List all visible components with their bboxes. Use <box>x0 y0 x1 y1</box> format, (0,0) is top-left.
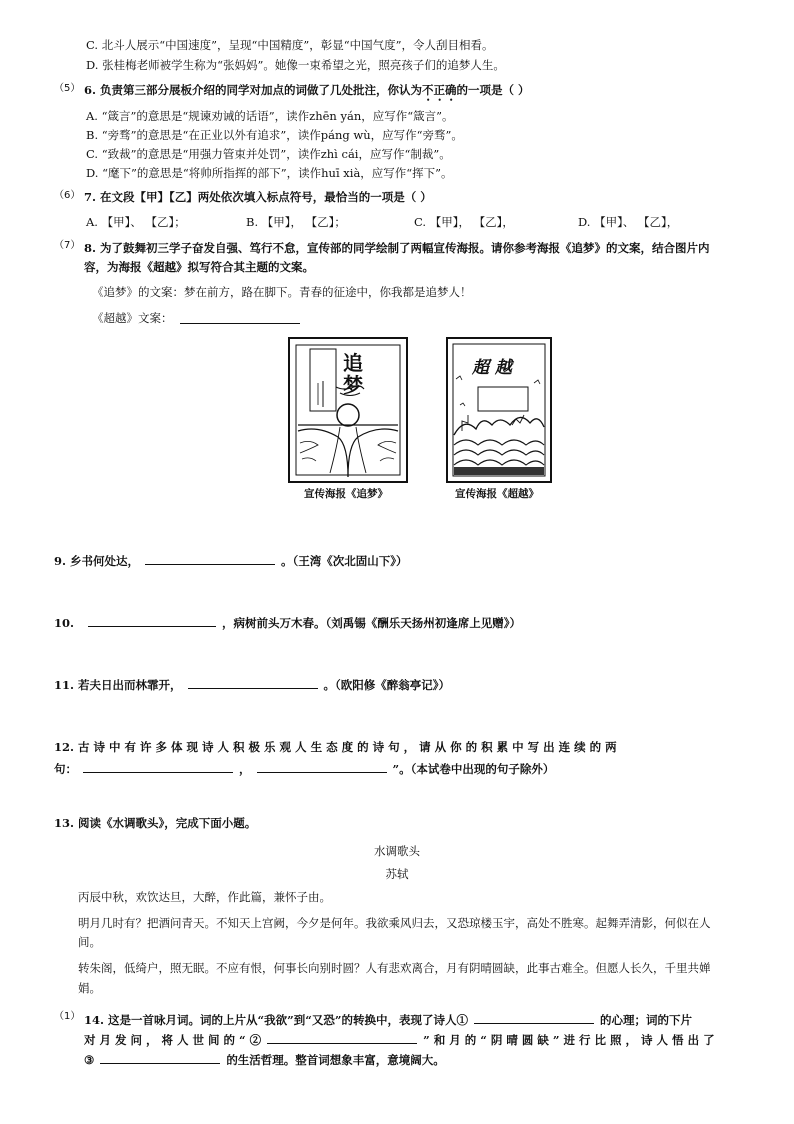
q6-option-b: B. “旁骛”的意思是“在正业以外有追求”，读作páng wù，应写作“旁骛”。 <box>86 128 463 142</box>
sub-question-tag: （1） <box>54 1011 81 1022</box>
q11-blank[interactable] <box>188 676 318 689</box>
q9-line: 9. 乡书何处达， 。（王湾《次北固山下》） <box>54 554 408 568</box>
poem-part1-line2: 间。 <box>78 935 101 949</box>
q6-emphasis: 不正确 <box>422 83 457 97</box>
poster-zhuimeng-title2: 梦 <box>343 373 363 397</box>
poster-zhuimeng <box>288 337 408 483</box>
q7-option-a: A. 【甲】、 【乙】； <box>86 215 186 229</box>
q6-option-a: A. “箴言”的意思是“规谏劝诫的话语”，读作zhēn yán，应写作“箴言”。 <box>86 109 454 123</box>
q7-stem: 7. 在文段【甲】【乙】两处依次填入标点符号，最恰当的一项是（ ） <box>84 190 432 204</box>
q14-line1: 14. 这是一首咏月词。词的上片从“我欲”到“又恐”的转换中，表现了诗人① 的心理；词的下片 <box>84 1013 692 1027</box>
q14-blank-1[interactable] <box>474 1011 594 1024</box>
poem-part2-line2: 娟。 <box>78 981 101 995</box>
q9-blank[interactable] <box>145 552 275 565</box>
q7-option-d: D. 【甲】、 【乙】， <box>578 215 679 229</box>
q12-blank-1[interactable] <box>83 760 233 773</box>
q6-stem: 6. 负责第三部分展板介绍的同学对加点的词做了几处批注，你认为不正确的一项是（ ） <box>84 83 530 97</box>
q11-line: 11. 若夫日出而林霏开， 。（欧阳修《醉翁亭记》） <box>54 678 451 692</box>
q5-option-c: C. 北斗人展示“中国速度”，呈现“中国精度”，彰显“中国气度”，令人刮目相看。 <box>86 38 494 52</box>
q10-blank[interactable] <box>88 614 216 627</box>
poster-chaoyue <box>446 337 552 483</box>
poem-part1-line1: 明月几时有？把酒问青天。不知天上宫阙，今夕是何年。我欲乘风归去，又恐琼楼玉宇，高处不胜寒。起舞弄清影，何似在人 <box>78 916 711 930</box>
poster-zhuimeng-caption: 宣传海报《追梦》 <box>304 488 388 500</box>
q8-reference-copy: 《追梦》的文案：梦在前方，路在脚下。青春的征途中，你我都是追梦人！ <box>92 285 472 299</box>
sub-question-tag: （6） <box>54 190 81 201</box>
q14-blank-3[interactable] <box>100 1051 220 1064</box>
q12-line2: 句： ， ”。（本试卷中出现的句子除外） <box>54 762 555 776</box>
q6-option-c: C. “致裁”的意思是“用强力管束并处罚”，读作zhì cái，应写作“制裁”。 <box>86 147 451 161</box>
q8-stem-line2: 容，为海报《超越》拟写符合其主题的文案。 <box>84 260 314 274</box>
poem-title: 水调歌头 <box>374 844 420 858</box>
q14-line2: 对 月 发 问 ， 将 人 世 间 的 “ ② ” 和 月 的 “ 阴 晴 圆 缺 ” 进 行 比 照 ， 诗 人 悟 出 了 <box>84 1033 715 1047</box>
q7-option-b: B. 【甲】， 【乙】； <box>246 215 346 229</box>
q14-blank-2[interactable] <box>267 1031 417 1044</box>
poster-chaoyue-title: 超 越 <box>472 358 512 378</box>
q6-option-d: D. “麾下”的意思是“将帅所指挥的部下”，读作huī xià，应写作“挥下”。 <box>86 166 453 180</box>
q5-option-d: D. 张桂梅老师被学生称为“张妈妈”。她像一束希望之光，照亮孩子们的追梦人生。 <box>86 58 505 72</box>
q8-stem-line1: 8. 为了鼓舞初三学子奋发自强、笃行不怠，宣传部的同学绘制了两幅宣传海报。请你参考海报《追梦》的文案，结合图片内 <box>84 241 710 255</box>
q10-line: 10. ，病树前头万木春。（刘禹锡《酬乐天扬州初逢席上见赠》） <box>54 616 522 630</box>
sub-question-tag: （7） <box>54 240 81 251</box>
poem-author: 苏轼 <box>385 867 409 881</box>
poem-part2-line1: 转朱阁，低绮户，照无眠。不应有恨，何事长向别时圆？人有悲欢离合，月有阴晴圆缺，此事古难全。但愿人长久，千里共婵 <box>78 961 711 975</box>
q8-answer-blank[interactable] <box>180 311 300 324</box>
poem-preface: 丙辰中秋，欢饮达旦，大醉，作此篇，兼怀子由。 <box>78 890 331 904</box>
q7-option-c: C. 【甲】， 【乙】， <box>414 215 514 229</box>
q8-answer-label: 《超越》文案： <box>92 311 173 325</box>
sub-question-tag: （5） <box>54 83 81 94</box>
q14-line3: ③ 的生活哲理。整首词想象丰富，意境阔大。 <box>84 1053 445 1067</box>
poster-chaoyue-caption: 宣传海报《超越》 <box>455 488 539 500</box>
q12-line1: 12. 古 诗 中 有 许 多 体 现 诗 人 积 极 乐 观 人 生 态 度 的 诗 句 ， 请 从 你 的 积 累 中 写 出 连 续 的 两 <box>54 740 617 754</box>
q12-blank-2[interactable] <box>257 760 387 773</box>
q13-stem: 13. 阅读《水调歌头》，完成下面小题。 <box>54 816 257 830</box>
poster-zhuimeng-title1: 追 <box>343 351 363 375</box>
